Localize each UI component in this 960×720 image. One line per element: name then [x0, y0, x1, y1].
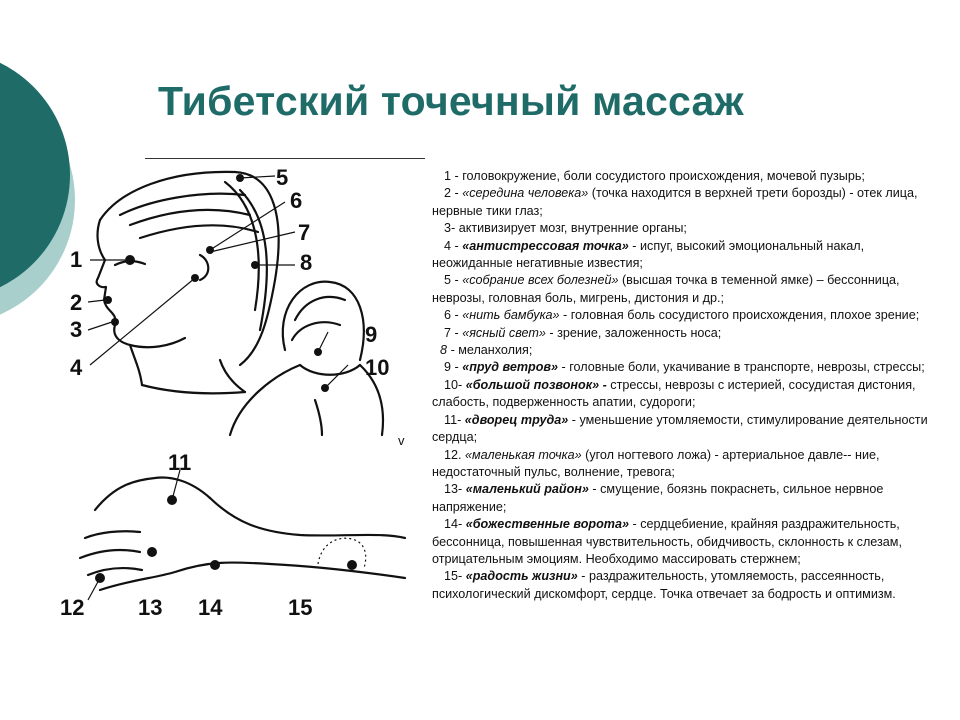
legend-item-text: - сердцебиение, крайняя раздражительность, бессонница, повышенная чувствительность, обидчивость, склонность к слезам, отрицательным эмоциям. Необходимо массировать стержнем;	[432, 517, 902, 566]
legend-item-text: - испуг, высокий эмоциональный накал, неожиданные негативные известия;	[432, 238, 865, 271]
point-label-8: 8	[300, 250, 313, 275]
legend-item-number: 15-	[444, 569, 463, 584]
legend-item-text: стрессы, неврозы с истерией, сосудистая дистония, слабость, подверженность апатии, судороги;	[432, 377, 916, 410]
point-label-15: 15	[288, 595, 313, 620]
legend-item-name: «нить бамбука»	[462, 308, 560, 323]
legend-item	[432, 168, 937, 185]
point-label-13: 13	[138, 595, 163, 620]
legend-item-number: 13-	[444, 482, 463, 497]
hand-arm-drawing	[80, 478, 405, 590]
legend-item-text: (точка находится в верхней трети борозды) - отек лица, нервные тики глаз;	[432, 186, 918, 218]
legend-item	[432, 377, 937, 412]
legend-item-text: головокружение, боли сосудистого происхождения, мочевой пузырь;	[458, 169, 865, 183]
legend-item-text: - раздражительность, утомляемость, рассеянность, психологический дискомфорт, сердце. Точка отвечает за бодрость и оптимизм.	[432, 569, 896, 601]
point-label-2: 2	[70, 290, 83, 315]
point-label-14: 14	[198, 595, 223, 620]
legend-item-name: «маленький район»	[465, 482, 589, 497]
legend-item-text: - уменьшение утомляемости, стимулирование деятельности сердца;	[432, 412, 928, 445]
legend-item-name: «ясный свет»	[462, 325, 546, 340]
point-label-1: 1	[70, 247, 83, 272]
points-legend	[432, 168, 937, 603]
point-label-12: 12	[60, 595, 85, 620]
acupressure-points-illustration	[60, 160, 420, 630]
legend-item	[432, 359, 937, 376]
legend-item-number: 5 -	[444, 273, 459, 288]
head-profile-drawing	[97, 172, 279, 393]
legend-item-text: (угол ногтевого ложа) - артериальное давле-- ние, недостаточный пульс, волнение, тревога;	[432, 447, 880, 479]
legend-item-text: активизирует мозг, внутренние органы;	[455, 221, 687, 236]
point-label-9: 9	[365, 322, 378, 347]
point-markers	[95, 174, 357, 583]
point-label-10: 10	[365, 355, 390, 380]
legend-item	[432, 238, 937, 273]
figure-mark: v	[398, 433, 405, 448]
point-marker	[210, 560, 220, 570]
legend-item-name: «пруд ветров»	[462, 360, 559, 375]
head-back-drawing	[230, 282, 383, 435]
legend-item-name: «антистрессовая точка»	[462, 238, 629, 253]
legend-item-number: 8 -	[440, 343, 455, 358]
legend-item-name: «маленькая точка»	[465, 447, 582, 462]
point-marker	[104, 296, 112, 304]
point-label-11: 11	[168, 450, 192, 475]
title-divider	[145, 158, 425, 159]
legend-item	[432, 412, 937, 447]
legend-item-name: «собрание всех болезней»	[462, 273, 619, 288]
legend-item-text: меланхолия;	[454, 343, 533, 358]
legend-item	[432, 307, 937, 324]
legend-item	[432, 516, 937, 568]
legend-item	[432, 481, 937, 516]
point-marker	[347, 560, 357, 570]
legend-item-name: «божественные ворота»	[465, 517, 630, 532]
legend-item-number: 14-	[444, 517, 463, 532]
legend-item-number: 1 -	[444, 169, 459, 183]
point-label-6: 6	[290, 188, 303, 213]
legend-item-name: «дворец труда»	[464, 412, 569, 427]
legend-item	[432, 185, 937, 220]
legend-item-number: 12.	[444, 447, 462, 462]
point-label-5: 5	[276, 165, 289, 190]
legend-item-name: «радость жизни»	[465, 569, 578, 584]
legend-item	[432, 220, 937, 237]
point-label-4: 4	[70, 355, 83, 380]
legend-item-text: - смущение, боязнь покраснеть, сильное нервное напряжение;	[432, 482, 884, 514]
legend-item-number: 4 -	[444, 238, 459, 253]
legend-item-name: «большой позвонок» -	[465, 377, 607, 392]
point-label-3: 3	[70, 317, 83, 342]
point-label-7: 7	[298, 220, 311, 245]
legend-item-text: - головная боль сосудистого происхождения, плохое зрение;	[559, 308, 920, 323]
legend-item	[432, 325, 937, 342]
legend-item	[432, 342, 937, 359]
legend-item-text: - зрение, заложенность носа;	[545, 325, 722, 340]
point-marker	[111, 318, 119, 326]
legend-item	[432, 447, 937, 482]
legend-item-number: 9 -	[444, 360, 459, 375]
legend-item	[432, 568, 937, 603]
legend-item-number: 10-	[444, 377, 463, 392]
legend-item	[432, 272, 937, 307]
legend-item-number: 2 -	[444, 186, 459, 201]
legend-item-text: - головные боли, укачивание в транспорте, неврозы, стрессы;	[558, 360, 925, 375]
legend-item-number: 3-	[444, 221, 456, 236]
legend-item-number: 11-	[444, 412, 462, 427]
page-title: Тибетский точечный массаж	[158, 78, 744, 124]
point-marker	[125, 255, 135, 265]
legend-item-number: 6 -	[444, 308, 459, 323]
point-marker	[147, 547, 157, 557]
legend-item-number: 7 -	[444, 325, 459, 340]
legend-item-text: (высшая точка в теменной ямке) – бессонница, неврозы, головная боль, мигрень, дистония и др.;	[432, 273, 900, 305]
legend-item-name: «середина человека»	[462, 186, 589, 201]
